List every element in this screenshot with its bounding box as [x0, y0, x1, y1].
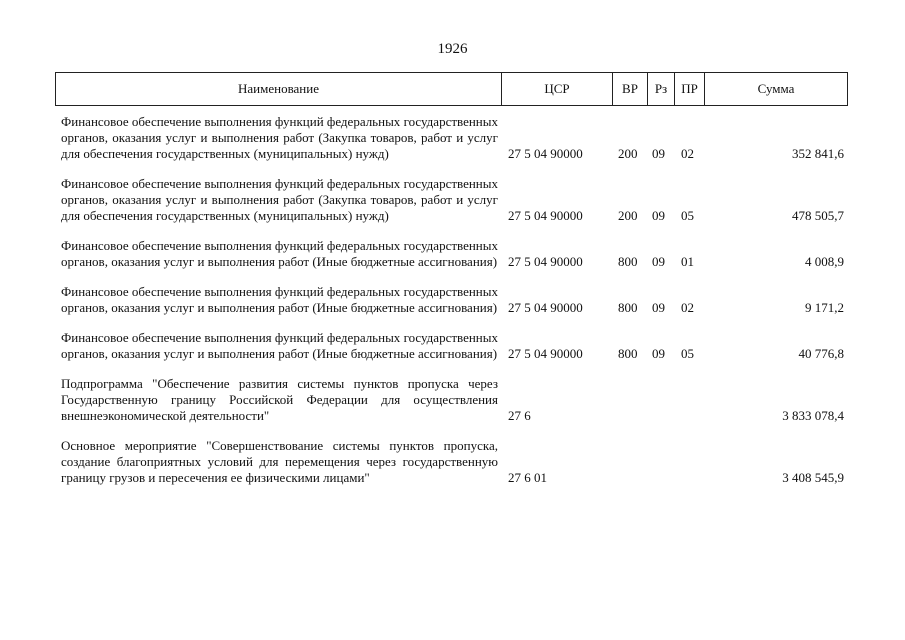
- row-sum: 40 776,8: [798, 346, 844, 361]
- row-rz: 09: [652, 300, 665, 315]
- row-csr: 27 5 04 90000: [508, 254, 583, 269]
- row-vr: 200: [618, 146, 638, 161]
- row-csr: 27 5 04 90000: [508, 346, 583, 361]
- row-vr: 800: [618, 300, 638, 315]
- row-sum: 4 008,9: [805, 254, 844, 269]
- row-name: Финансовое обеспечение выполнения функций федеральных государственных органов, оказания услуг и выполнения работ (Закупка товаров, работ и услуг для обеспечения государственных (муниципальных) нужд): [61, 176, 498, 223]
- row-vr: 200: [618, 208, 638, 223]
- table-row: [55, 376, 848, 424]
- column-header-pr: ПР: [674, 73, 704, 105]
- row-csr: 27 5 04 90000: [508, 146, 583, 161]
- column-header-sum: Сумма: [704, 73, 848, 105]
- row-vr: 800: [618, 346, 638, 361]
- column-header-vr: ВР: [612, 73, 647, 105]
- row-pr: 05: [681, 346, 694, 361]
- table-row: [55, 176, 848, 224]
- row-pr: 02: [681, 300, 694, 315]
- table-header: [55, 72, 848, 106]
- row-name: Подпрограмма "Обеспечение развития системы пунктов пропуска через Государственную границу Российской Федерации для осуществления внешнеэкономической деятельности": [61, 376, 498, 423]
- row-sum: 3 408 545,9: [782, 470, 844, 485]
- row-rz: 09: [652, 346, 665, 361]
- page-number: 1926: [437, 41, 468, 57]
- row-name: Финансовое обеспечение выполнения функций федеральных государственных органов, оказания услуг и выполнения работ (Иные бюджетные ассигнования): [61, 238, 498, 269]
- row-vr: 800: [618, 254, 638, 269]
- row-rz: 09: [652, 208, 665, 223]
- row-pr: 02: [681, 146, 694, 161]
- row-csr: 27 5 04 90000: [508, 208, 583, 223]
- table-body: [55, 114, 848, 500]
- table-row: [55, 438, 848, 486]
- row-sum: 9 171,2: [805, 300, 844, 315]
- row-name: Финансовое обеспечение выполнения функций федеральных государственных органов, оказания услуг и выполнения работ (Иные бюджетные ассигнования): [61, 330, 498, 361]
- column-header-csr: ЦСР: [501, 73, 612, 105]
- column-header-name: Наименование: [55, 73, 501, 105]
- row-csr: 27 5 04 90000: [508, 300, 583, 315]
- row-sum: 478 505,7: [792, 208, 844, 223]
- row-name: Основное мероприятие "Совершенствование системы пунктов пропуска, создание благоприятных условий для перемещения через государственную границу грузов и пересечения ее физическими лицами": [61, 438, 498, 485]
- column-header-rz: Рз: [647, 73, 674, 105]
- row-rz: 09: [652, 254, 665, 269]
- row-name: Финансовое обеспечение выполнения функций федеральных государственных органов, оказания услуг и выполнения работ (Иные бюджетные ассигнования): [61, 284, 498, 315]
- row-pr: 05: [681, 208, 694, 223]
- row-sum: 3 833 078,4: [782, 408, 844, 423]
- row-pr: 01: [681, 254, 694, 269]
- row-csr: 27 6 01: [508, 470, 547, 485]
- row-rz: 09: [652, 146, 665, 161]
- table-row: [55, 114, 848, 162]
- row-csr: 27 6: [508, 408, 531, 423]
- row-sum: 352 841,6: [792, 146, 844, 161]
- table-row: [55, 284, 848, 316]
- table-row: [55, 330, 848, 362]
- table-row: [55, 238, 848, 270]
- row-name: Финансовое обеспечение выполнения функций федеральных государственных органов, оказания услуг и выполнения работ (Закупка товаров, работ и услуг для обеспечения государственных (муниципальных) нужд): [61, 114, 498, 161]
